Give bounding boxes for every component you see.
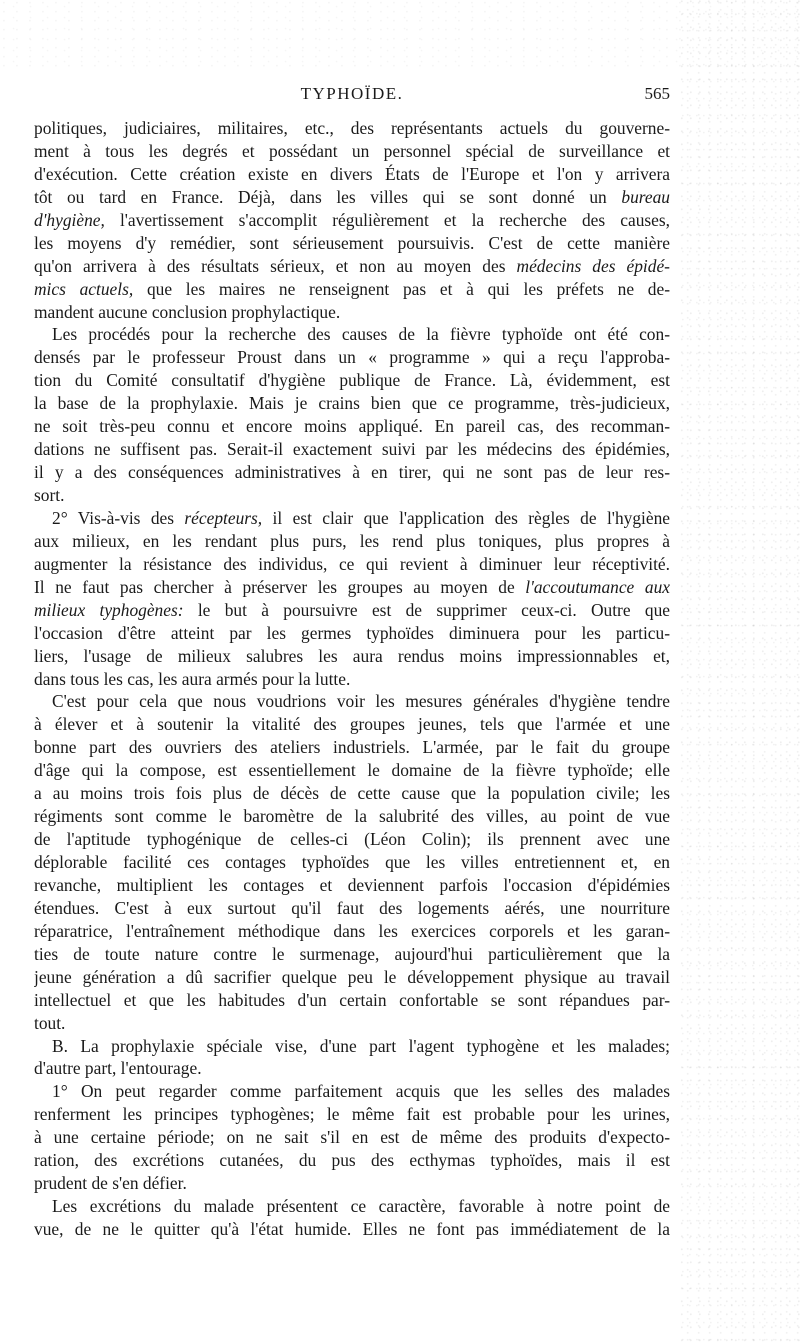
italic-phrase: milieux typhogènes:: [34, 599, 184, 620]
text-line: qu'on arrivera à des résultats sérieux, et non au moyen des médecins des épidé-: [34, 255, 670, 276]
text-line: 2° Vis-à-vis des récepteurs, il est clair que l'application des règles de l'hygiène: [52, 507, 670, 528]
text-line: la base de la prophylaxie. Mais je crains bien que ce programme, très-judicieux,: [34, 393, 670, 414]
text-line: ration, des excrétions cutanées, du pus des ecthymas typhoïdes, mais il est: [34, 1150, 670, 1171]
text-line: C'est pour cela que nous voudrions voir les mesures générales d'hygiène tendre: [52, 691, 670, 712]
text-line: à élever et à soutenir la vitalité des groupes jeunes, tels que l'armée et une: [34, 714, 670, 735]
text-line: mics actuels, que les maires ne renseignent pas et à qui les préfets ne de-: [34, 278, 670, 299]
text-line: liers, l'usage de milieux salubres les aura rendus moins impressionnables et,: [34, 645, 670, 666]
text-line: réparatrice, l'entraînement méthodique dans les exercices corporels et les garan-: [34, 920, 670, 941]
text-line: bonne part des ouvriers des ateliers industriels. L'armée, par le fait du groupe: [34, 737, 670, 758]
scan-noise-right-margin: [680, 0, 800, 1344]
italic-phrase: mics actuels,: [34, 278, 134, 299]
page-number: 565: [644, 84, 670, 103]
text-line: augmenter la résistance des individus, ce qui revient à diminuer leur réceptivité.: [34, 553, 670, 574]
page-header: [34, 84, 670, 108]
text-line: tôt ou tard en France. Déjà, dans les villes qui se sont donné un bureau: [34, 186, 670, 207]
text-line: vue, de ne le quitter qu'à l'état humide. Elles ne font pas immédiatement de la: [34, 1219, 670, 1239]
text-line: B. La prophylaxie spéciale vise, d'une part l'agent typhogène et les malades;: [52, 1035, 670, 1056]
text-line: Les excrétions du malade présentent ce caractère, favorable à notre point de: [52, 1196, 670, 1217]
text-line: d'hygiène, l'avertissement s'accomplit régulièrement et la recherche des causes,: [34, 209, 670, 230]
text-line: aux milieux, en les rendant plus purs, les rend plus toniques, plus propres à: [34, 530, 670, 551]
text-line: 1° On peut regarder comme parfaitement acquis que les selles des malades: [52, 1081, 670, 1102]
text-line: tion du Comité consultatif d'hygiène publique de France. Là, évidemment, est: [34, 370, 670, 391]
text-line: à une certaine période; on ne sait s'il en est de même des produits d'expecto-: [34, 1127, 670, 1148]
text-line: dans tous les cas, les aura armés pour la lutte.: [34, 668, 351, 689]
text-line: revanche, multiplient les contages et deviennent parfois l'occasion d'épidémies: [34, 874, 670, 895]
text-line: l'occasion d'être atteint par les germes typhoïdes diminuera pour les particu-: [34, 622, 670, 643]
text-line: prudent de s'en défier.: [34, 1173, 187, 1194]
text-line: renferment les principes typhogènes; le même fait est probable pour les urines,: [34, 1104, 670, 1125]
text-line: jeune génération a dû sacrifier quelque peu le développement physique au travail: [34, 966, 670, 987]
running-title: TYPHOÏDE.: [300, 84, 404, 103]
text-line: d'âge qui la compose, est essentiellement le domaine de la fièvre typhoïde; elle: [34, 760, 670, 781]
italic-phrase: médecins des épidé-: [516, 255, 670, 276]
italic-phrase: d'hygiène,: [34, 209, 105, 230]
text-line: Il ne faut pas chercher à préserver les groupes au moyen de l'accoutumance aux: [34, 576, 670, 597]
text-line: politiques, judiciaires, militaires, etc., des représentants actuels du gouverne-: [34, 118, 670, 138]
text-line: ment à tous les degrés et possédant un personnel spécial de surveillance et: [34, 140, 670, 161]
text-line: dations ne suffisent pas. Serait-il exactement suivi par les médecins des épidémies,: [34, 439, 670, 460]
text-line: déplorable facilité ces contages typhoïdes que les villes entretiennent et, en: [34, 852, 670, 872]
text-line: d'exécution. Cette création existe en divers États de l'Europe et l'on y arrivera: [34, 163, 670, 184]
italic-phrase: bureau: [621, 186, 670, 207]
text-line: ne soit très-peu connu et encore moins appliqué. En pareil cas, des recomman-: [34, 416, 670, 437]
text-line: densés par le professeur Proust dans un « programme » qui a reçu l'approba-: [34, 347, 670, 368]
text-line: milieux typhogènes: le but à poursuivre est de supprimer ceux-ci. Outre que: [34, 599, 670, 620]
text-line: régiments sont comme le baromètre de la salubrité des villes, au point de vue: [34, 806, 670, 827]
text-line: étendues. C'est à eux surtout qu'il faut des logements aérés, une nourriture: [34, 897, 670, 918]
text-line: il y a des conséquences administratives à en tirer, qui ne sont pas de leur res-: [34, 462, 670, 483]
text-line: les moyens d'y remédier, sont sérieusement poursuivis. C'est de cette manière: [34, 232, 670, 253]
text-line: ties de toute nature contre le surmenage, aujourd'hui particulièrement que la: [34, 943, 670, 964]
text-line: intellectuel et que les habitudes d'un certain confortable se sont répandues par-: [34, 989, 670, 1010]
text-line: mandent aucune conclusion prophylactique.: [34, 301, 341, 322]
text-line: a au moins trois fois plus de décès de cette cause que la population civile; les: [34, 783, 670, 804]
body-text: [34, 117, 670, 1241]
italic-phrase: l'accoutumance aux: [525, 576, 670, 597]
text-line: Les procédés pour la recherche des causes de la fièvre typhoïde ont été con-: [52, 324, 670, 345]
text-line: d'autre part, l'entourage.: [34, 1058, 202, 1079]
text-line: de l'aptitude typhogénique de celles-ci (Léon Colin); ils prennent avec une: [34, 829, 670, 850]
italic-phrase: récepteurs,: [184, 507, 263, 528]
text-line: tout.: [34, 1012, 66, 1033]
text-line: sort.: [34, 485, 65, 505]
